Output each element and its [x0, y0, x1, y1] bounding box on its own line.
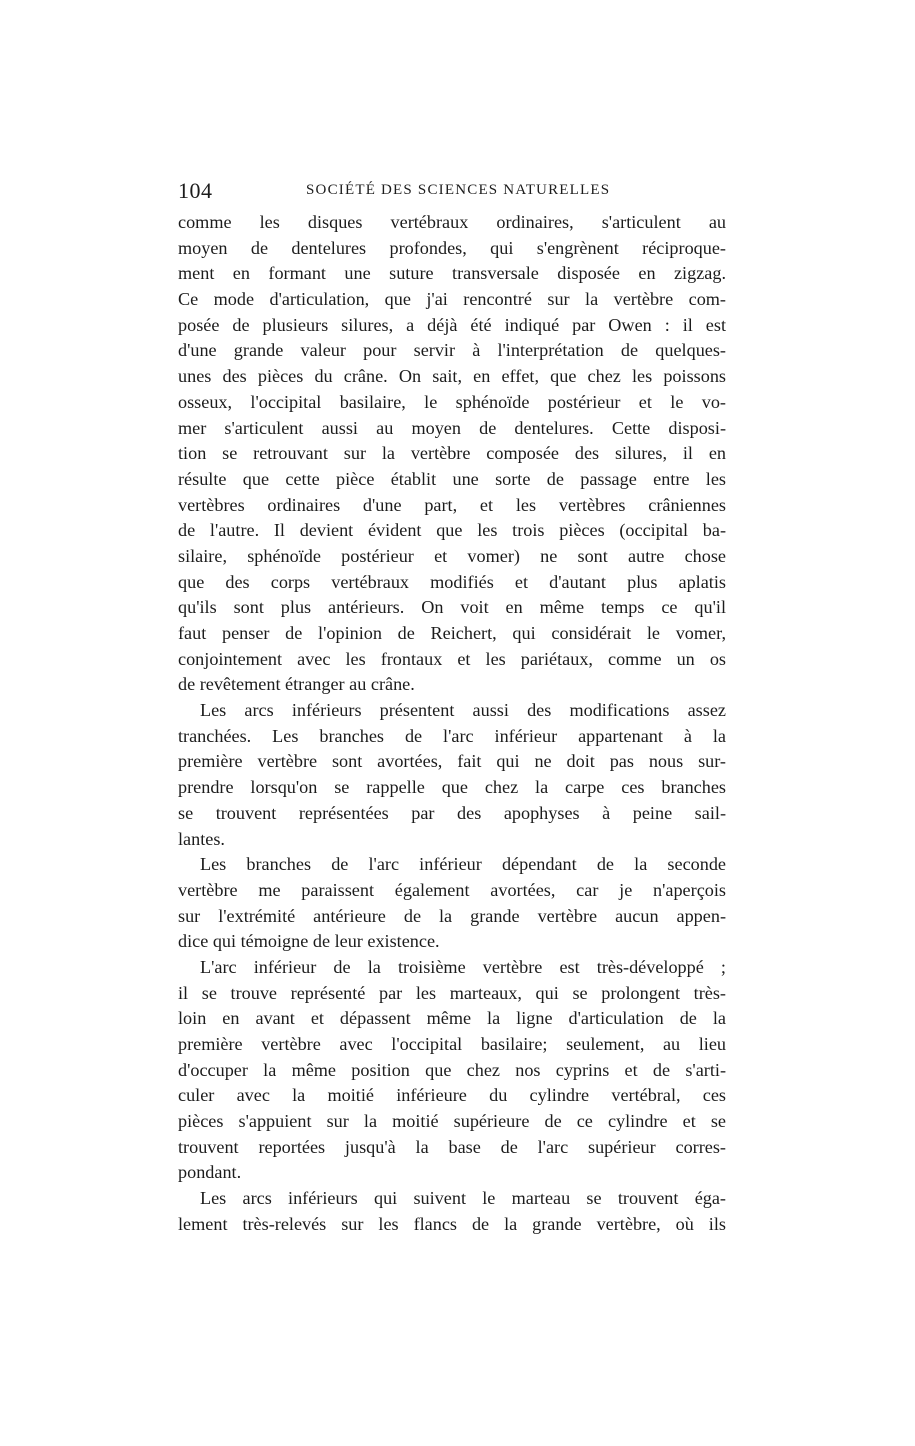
text-line: sur l'extrémité antérieure de la grande vertèbre aucun appen- [178, 905, 726, 926]
text-line: conjointement avec les frontaux et les pariétaux, comme un os [178, 648, 726, 669]
text-line: culer avec la moitié inférieure du cylindre vertébral, ces [178, 1085, 726, 1106]
text-line: unes des pièces du crâne. On sait, en effet, que chez les poissons [178, 366, 726, 387]
text-line: moyen de dentelures profondes, qui s'engrènent réciproque- [178, 237, 726, 258]
text-line: dice qui témoigne de leur existence. [178, 931, 440, 952]
paragraph [178, 852, 726, 955]
text-line: pièces s'appuient sur la moitié supérieure de ce cylindre et se [178, 1111, 726, 1132]
text-line: comme les disques vertébraux ordinaires, s'articulent au [178, 212, 726, 232]
text-line: posée de plusieurs silures, a déjà été indiqué par Owen : il est [178, 314, 726, 335]
text-line: première vertèbre sont avortées, fait qui ne doit pas nous sur- [178, 751, 726, 772]
text-line: Les arcs inférieurs qui suivent le marteau se trouvent éga- [200, 1188, 726, 1209]
paragraph [178, 210, 726, 698]
text-line: faut penser de l'opinion de Reichert, qui considérait le vomer, [178, 623, 726, 643]
running-head: SOCIÉTÉ DES SCIENCES NATURELLES [306, 182, 611, 198]
text-line: d'une grande valeur pour servir à l'interprétation de quelques- [178, 340, 726, 361]
text-line: mer s'articulent aussi au moyen de dentelures. Cette disposi- [178, 417, 726, 438]
text-line: trouvent reportées jusqu'à la base de l'arc supérieur corres- [178, 1136, 726, 1157]
paragraph [178, 1186, 726, 1237]
text-line: prendre lorsqu'on se rappelle que chez la carpe ces branches [178, 777, 726, 798]
page-number: 104 [178, 178, 213, 203]
text-line: lantes. [178, 828, 225, 849]
text-line: Les branches de l'arc inférieur dépendant de la seconde [200, 854, 726, 875]
text-line: il se trouve représenté par les marteaux, qui se prolongent très- [178, 982, 726, 1003]
text-line: tranchées. Les branches de l'arc inférieur appartenant à la [178, 725, 726, 746]
paragraph [178, 955, 726, 1186]
body-text [178, 210, 726, 1238]
text-line: que des corps vertébraux modifiés et d'autant plus aplatis [178, 571, 726, 592]
text-line: tion se retrouvant sur la vertèbre composée des silures, il en [178, 443, 726, 464]
text-line: lement très-relevés sur les flancs de la grande vertèbre, où ils [178, 1213, 726, 1234]
text-line: Les arcs inférieurs présentent aussi des modifications assez [200, 700, 726, 721]
text-line: ment en formant une suture transversale disposée en zigzag. [178, 263, 726, 284]
text-line: osseux, l'occipital basilaire, le sphénoïde postérieur et le vo- [178, 391, 726, 412]
text-line: se trouvent représentées par des apophyses à peine sail- [178, 802, 726, 823]
paragraph [178, 698, 726, 852]
text-line: première vertèbre avec l'occipital basilaire; seulement, au lieu [178, 1034, 726, 1054]
text-line: de l'autre. Il devient évident que les trois pièces (occipital ba- [178, 520, 726, 541]
text-line: de revêtement étranger au crâne. [178, 674, 415, 695]
text-line: Ce mode d'articulation, que j'ai rencontré sur la vertèbre com- [178, 289, 726, 310]
text-line: L'arc inférieur de la troisième vertèbre est très-développé ; [200, 956, 726, 977]
text-line: qu'ils sont plus antérieurs. On voit en même temps ce qu'il [178, 597, 726, 618]
text-line: silaire, sphénoïde postérieur et vomer) ne sont autre chose [178, 545, 726, 566]
text-line: vertèbre me paraissent également avortées, car je n'aperçois [178, 879, 726, 900]
text-line: d'occuper la même position que chez nos cyprins et de s'arti- [178, 1059, 726, 1080]
text-line: pondant. [178, 1162, 242, 1183]
text-line: résulte que cette pièce établit une sorte de passage entre les [178, 468, 726, 489]
text-line: loin en avant et dépassent même la ligne d'articulation de la [178, 1008, 726, 1029]
text-line: vertèbres ordinaires d'une part, et les vertèbres crâniennes [178, 494, 726, 515]
page-header [178, 178, 726, 208]
